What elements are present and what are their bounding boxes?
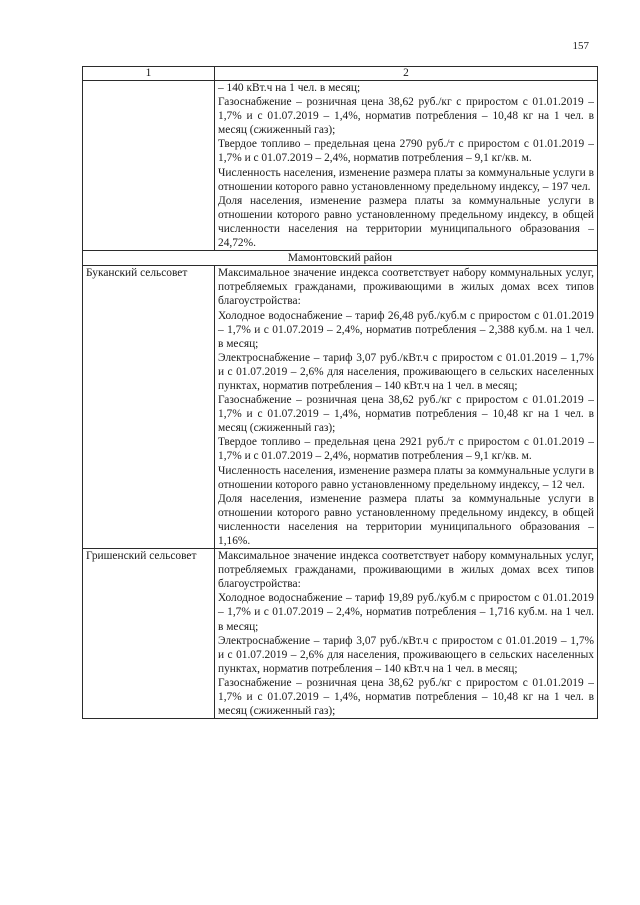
column-1-header: 1 (83, 67, 215, 81)
paragraph: Доля населения, изменение размера платы за коммунальные услуги в отношении которого равно установленному предельному индексу, в общей численности населения на территории муниципального образования – 1,16%. (218, 492, 594, 547)
index-table (82, 66, 598, 719)
paragraph: Доля населения, изменение размера платы за коммунальные услуги в отношении которого равно установленному предельному индексу, в общей численности населения на территории муниципального образования – 24,72%. (218, 194, 594, 250)
table-header-row (83, 67, 598, 81)
municipality-details (215, 549, 598, 719)
paragraph: Газоснабжение – розничная цена 38,62 руб./кг с приростом с 01.01.2019 – 1,7% и с 01.07.2019 – 1,4%, норматив потребления – 10,48 кг на 1 чел. в месяц (сжиженный газ); (218, 394, 594, 435)
paragraph: Электроснабжение – тариф 3,07 руб./кВт.ч с приростом с 01.01.2019 – 1,7% и с 01.07.2019 – 2,6% для населения, проживающего в сельских населенных пунктах, норматив потребления – 140 кВт.ч на 1 чел. в месяц; (218, 351, 594, 392)
table-row (83, 549, 598, 719)
continuation-row (83, 81, 598, 251)
paragraph: Электроснабжение – тариф 3,07 руб./кВт.ч с приростом с 01.01.2019 – 1,7% и с 01.07.2019 – 2,6% для населения, проживающего в сельских населенных пунктах, норматив потребления – 140 кВт.ч на 1 чел. в месяц; (218, 634, 594, 675)
paragraph: Холодное водоснабжение – тариф 26,48 руб./куб.м с приростом с 01.01.2019 – 1,7% и с 01.07.2019 – 2,4%, норматив потребления – 2,388 куб.м. на 1 чел. в месяц; (218, 309, 594, 350)
section-row (83, 251, 598, 266)
table-row (83, 266, 598, 549)
section-title: Мамонтовский район (83, 251, 598, 266)
paragraph: Максимальное значение индекса соответствует набору коммунальных услуг, потребляемых гражданами, проживающими в жилых домах всех типов благоустройства: (218, 267, 594, 308)
paragraph: Твердое топливо – предельная цена 2921 руб./т с приростом с 01.01.2019 – 1,7% и с 01.07.2019 – 2,4%, норматив потребления – 9,1 кг/кв. м. (218, 436, 594, 463)
municipality-name: Гришенский сельсовет (83, 549, 215, 719)
column-2-header: 2 (215, 67, 598, 81)
paragraph: Газоснабжение – розничная цена 38,62 руб./кг с приростом с 01.01.2019 – 1,7% и с 01.07.2019 – 1,4%, норматив потребления – 10,48 кг на 1 чел. в месяц (сжиженный газ); (218, 676, 594, 718)
paragraph: Газоснабжение – розничная цена 38,62 руб./кг с приростом с 01.01.2019 – 1,7% и с 01.07.2019 – 1,4%, норматив потребления – 10,48 кг на 1 чел. в месяц (сжиженный газ); (218, 96, 594, 137)
page-number: 157 (572, 40, 589, 52)
paragraph: Численность населения, изменение размера платы за коммунальные услуги в отношении которого равно установленному предельному индексу, – 12 чел. (218, 464, 594, 491)
paragraph: Твердое топливо – предельная цена 2790 руб./т с приростом с 01.01.2019 – 1,7% и с 01.07.2019 – 2,4%, норматив потребления – 9,1 кг/кв. м. (218, 138, 594, 165)
paragraph: Максимальное значение индекса соответствует набору коммунальных услуг, потребляемых гражданами, проживающими в жилых домах всех типов благоустройства: (218, 550, 594, 591)
municipality-details (215, 266, 598, 549)
paragraph: – 140 кВт.ч на 1 чел. в месяц; (218, 82, 361, 94)
paragraph: Численность населения, изменение размера платы за коммунальные услуги в отношении которого равно установленному предельному индексу, – 197 чел. (218, 166, 594, 193)
continuation-text-cell (215, 81, 598, 251)
paragraph: Холодное водоснабжение – тариф 19,89 руб./куб.м с приростом с 01.01.2019 – 1,7% и с 01.07.2019 – 2,4%, норматив потребления – 1,716 куб.м. на 1 чел. в месяц; (218, 592, 594, 633)
municipality-name: Буканский сельсовет (83, 266, 215, 549)
continuation-name-cell (83, 81, 215, 251)
